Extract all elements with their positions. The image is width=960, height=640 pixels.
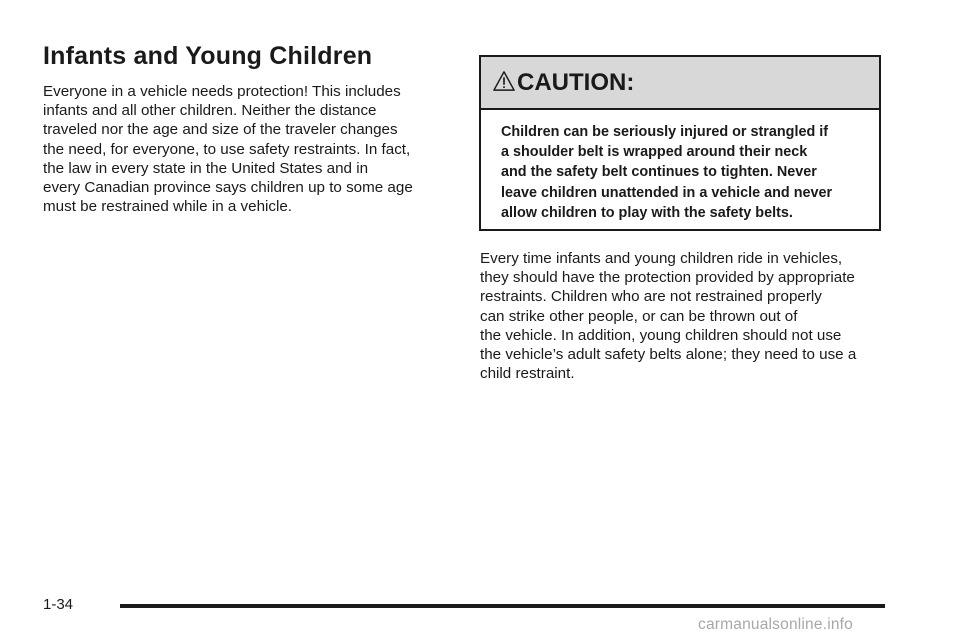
caution-line: allow children to play with the safety belts. — [501, 204, 793, 221]
text-line: can strike other people, or can be thrown out of — [480, 307, 798, 325]
footer-rule — [120, 604, 885, 608]
text-line: Everyone in a vehicle needs protection! This includes — [43, 83, 401, 100]
text-line: the vehicle’s adult safety belts alone; they need to use a — [480, 346, 857, 364]
watermark: carmanualsonline.info — [698, 616, 853, 633]
caution-line: a shoulder belt is wrapped around their neck — [501, 144, 808, 161]
warning-triangle-icon — [493, 70, 515, 92]
caution-line: leave children unattended in a vehicle and never — [501, 184, 833, 201]
text-line: infants and all other children. Neither the distance — [43, 102, 377, 120]
caution-header — [481, 57, 879, 110]
text-line: Every time infants and young children ride in vehicles, — [480, 250, 843, 267]
text-line: child restraint. — [480, 365, 575, 383]
caution-line: and the safety belt continues to tighten. Never — [501, 164, 817, 181]
restraint-paragraph — [480, 249, 900, 383]
caution-line: Children can be seriously injured or strangled if — [501, 124, 829, 140]
text-line: the law in every state in the United States and in — [43, 159, 369, 177]
caution-title: CAUTION: — [517, 68, 635, 96]
caution-text — [481, 110, 879, 223]
section-heading: Infants and Young Children — [43, 42, 373, 70]
text-line: traveled nor the age and size of the traveler changes — [43, 121, 398, 139]
text-line: the vehicle. In addition, young children should not use — [480, 326, 842, 344]
text-line: must be restrained while in a vehicle. — [43, 198, 293, 216]
text-line: the need, for everyone, to use safety restraints. In fact, — [43, 140, 411, 158]
caution-box — [479, 55, 881, 231]
page-number: 1-34 — [43, 596, 74, 613]
text-line: restraints. Children who are not restrained properly — [480, 288, 822, 306]
intro-paragraph — [43, 82, 453, 216]
text-line: they should have the protection provided by appropriate — [480, 269, 855, 287]
text-line: every Canadian province says children up to some age — [43, 179, 413, 197]
